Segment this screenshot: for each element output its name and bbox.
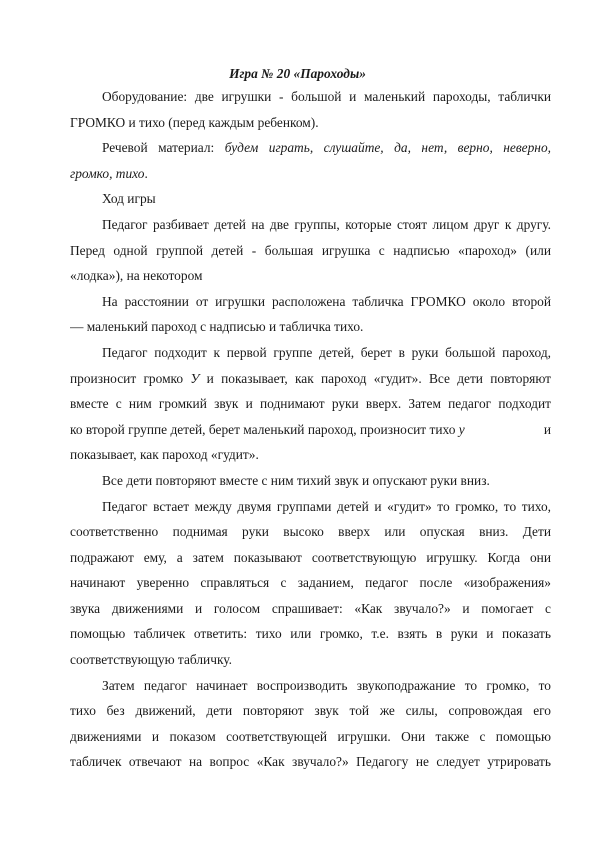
equipment-line-1: Оборудование: две игрушки - большой и маленький пароходы, таблички: [102, 89, 551, 104]
sound-letter-loud: У: [190, 370, 200, 386]
paragraph-6-line: Затем педагог начинает воспроизводить звукоподражание то громко, то: [102, 677, 551, 693]
speech-material-line-1: [70, 135, 551, 161]
equipment-line-2: ГРОМКО и тихо (перед каждым ребенком).: [70, 114, 319, 130]
speech-material-words-cont: громко, тихо: [70, 165, 145, 181]
paragraph-1-line: Перед одной группой детей - большая игрушка с надписью «пароход» (или: [70, 242, 551, 258]
paragraph-5-line: соответственно поднимая руки высоко вверх или опуская вниз. Дети: [70, 524, 551, 540]
paragraph-3-line: вместе с ним громкий звук и поднимают руки вверх. Затем педагог подходит: [70, 396, 551, 412]
paragraph-5-line: помощью табличек ответить: тихо или громко, т.е. взять в руки и показать: [70, 626, 551, 642]
sound-letter-quiet: у: [458, 421, 465, 437]
paragraph-3-line: произносит громко У и показывает, как пароход «гудит». Все дети повторяют: [70, 370, 551, 386]
paragraph-6-line: тихо без движений, дети повторяют звук той же силы, сопровождая его: [70, 703, 551, 719]
paragraph-2-line: На расстоянии от игрушки расположена табличка ГРОМКО около второй: [102, 293, 551, 309]
paragraph-3-line: Педагог подходит к первой группе детей, берет в руки большой пароход,: [102, 344, 551, 360]
paragraph-6-line: табличек отвечают на вопрос «Как звучало?» Педагогу не следует утрировать: [70, 754, 551, 770]
paragraph-4-line: Все дети повторяют вместе с ним тихий звук и опускают руки вниз.: [102, 472, 490, 488]
paragraph-5-line: начинают уверенно справляться с заданием, педагог после «изображения»: [70, 575, 551, 591]
paragraph-5-line: соответствующую табличку.: [70, 652, 232, 668]
paragraph-5-line: Педагог встает между двумя группами детей и «гудит» то громко, то тихо,: [102, 498, 551, 514]
paragraph-2-line: — маленький пароход с надписью и табличка тихо.: [70, 319, 364, 335]
paragraph-3-line: показывает, как пароход «гудит».: [70, 447, 259, 463]
paragraph-1-line: «лодка»), на некотором: [70, 268, 203, 284]
paragraph-1-line: Педагог разбивает детей на две группы, которые стоят лицом друг к другу.: [102, 216, 551, 232]
speech-material-line-2: громко, тихо.: [70, 165, 148, 181]
document-body: [70, 84, 551, 775]
page-title: Игра № 20 «Пароходы»: [229, 66, 366, 81]
paragraph-5-line: подражают ему, а затем показывают соответствующую игрушку. Когда они: [70, 549, 551, 565]
game-progress-heading: Ход игры: [102, 191, 156, 207]
paragraph-3-line: ко второй группе детей, берет маленький пароход, произносит тихо у и: [70, 421, 551, 437]
speech-material-words: будем играть, слушайте, да, нет, верно, неверно,: [224, 140, 551, 156]
speech-material-label: Речевой материал:: [102, 140, 215, 156]
paragraph-5-line: звука движениями и голосом спрашивает: «Как звучало?» и помогает с: [70, 600, 551, 616]
paragraph-6-line: движениями и показом соответствующей игрушки. Они также с помощью: [70, 728, 551, 744]
